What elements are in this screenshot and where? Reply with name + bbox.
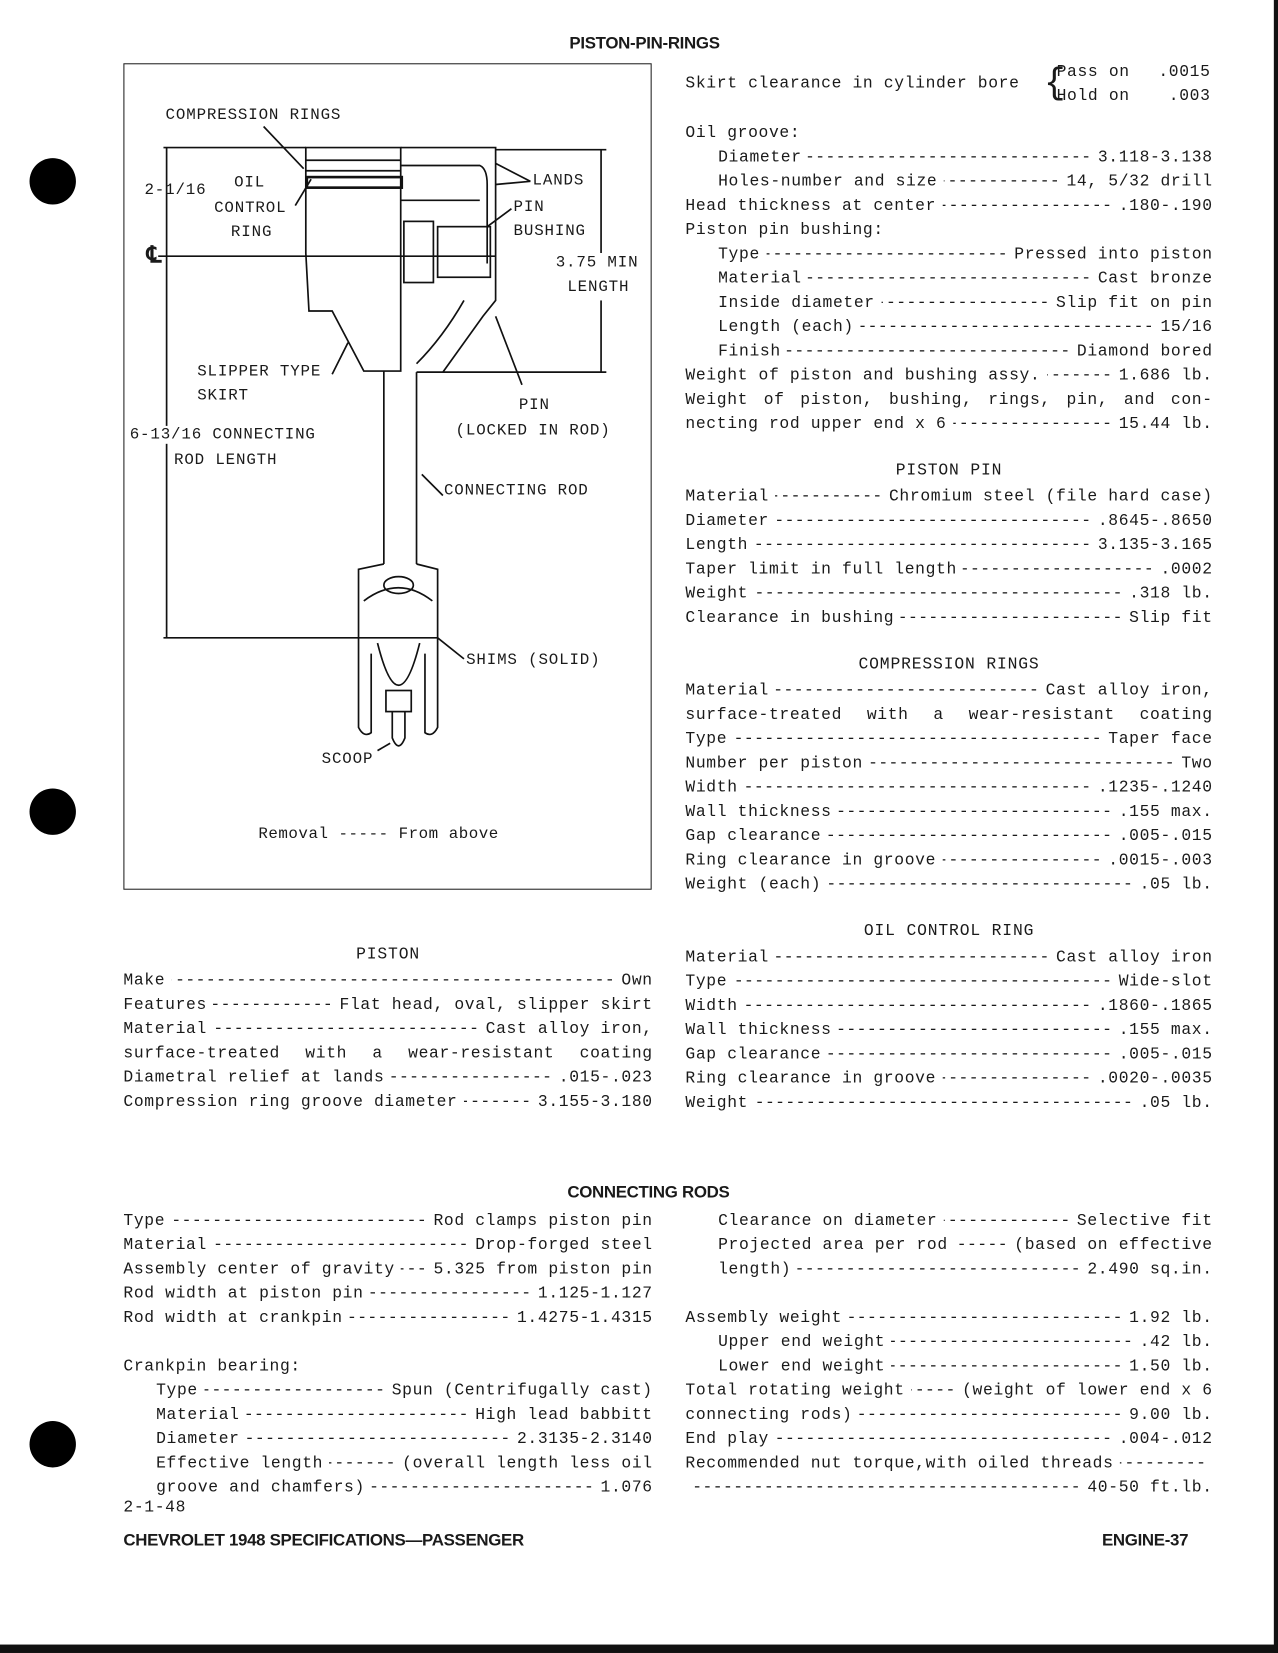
label-lands: LANDS	[532, 171, 585, 190]
label-connecting-rod: CONNECTING ROD	[443, 481, 589, 500]
spec-row	[685, 849, 1212, 873]
hold-on-value: .003	[1168, 86, 1211, 106]
spec-row	[685, 364, 1212, 388]
spec-row	[685, 533, 1212, 557]
spec-label: Holes-number and size	[718, 171, 938, 191]
label-locked-in-rod: (LOCKED IN ROD)	[455, 421, 611, 440]
spec-label: Material	[123, 1235, 207, 1255]
scan-edge	[0, 1645, 1278, 1653]
leader-dashes	[329, 1452, 395, 1476]
leader-dashes	[744, 776, 1092, 800]
leader-dashes	[942, 1067, 1091, 1091]
leader-dashes	[1120, 1452, 1207, 1476]
spec-row	[685, 800, 1212, 824]
spec-value: .005-.015	[1118, 826, 1213, 846]
spec-label: Material	[718, 268, 802, 288]
spec-value: Cast alloy iron,	[485, 1019, 653, 1039]
leader-dashes	[349, 1306, 511, 1330]
leader-dashes	[744, 994, 1092, 1018]
spec-label: Rod width at crankpin	[123, 1308, 343, 1328]
dimension-3-75-min: 3.75 MIN	[555, 254, 639, 272]
leader-dashes	[942, 849, 1102, 873]
leader-dashes	[798, 1258, 1082, 1282]
spec-value: .180-.190	[1118, 196, 1213, 216]
spec-row	[123, 1209, 652, 1233]
spec-row	[685, 412, 1212, 436]
spec-row	[685, 388, 1212, 412]
label-slipper-type: SLIPPER TYPE	[197, 362, 322, 381]
spec-value: 40-50 ft.lb.	[1087, 1477, 1213, 1497]
label-bushing: BUSHING	[513, 222, 586, 241]
leader-dashes	[953, 412, 1113, 436]
dimension-2-1-16: 2-1/16	[144, 181, 207, 200]
spec-value: Cast alloy iron,	[1045, 681, 1213, 700]
spec-value: Chromium steel (file hard case)	[888, 487, 1213, 507]
spec-row	[685, 1209, 1212, 1233]
leader-dashes	[881, 291, 1050, 315]
spec-row	[685, 194, 1212, 218]
spec-row	[685, 946, 1212, 970]
spec-row	[685, 1018, 1212, 1042]
hold-on-label: Hold on	[1056, 86, 1130, 106]
spec-row	[685, 606, 1212, 630]
spec-value: Two	[1181, 753, 1213, 773]
spec-row	[123, 1258, 652, 1282]
spec-label: Effective length	[156, 1453, 324, 1473]
spec-row	[685, 339, 1212, 363]
spec-row	[685, 1355, 1212, 1379]
pass-on-label: Pass on	[1056, 62, 1130, 82]
spec-value: 9.00 lb.	[1129, 1405, 1213, 1425]
section-title-connecting-rods: CONNECTING RODS	[567, 1183, 730, 1202]
page-title: PISTON-PIN-RINGS	[569, 34, 720, 53]
leader-dashes	[213, 1233, 469, 1257]
leader-dashes	[246, 1427, 511, 1451]
spec-value: .0020-.0035	[1097, 1068, 1213, 1088]
label-oil: OIL	[234, 173, 266, 192]
piston-detail-spec-list	[123, 969, 652, 1114]
spec-value: .0015-.003	[1108, 850, 1213, 870]
revision-date: 2-1-48	[123, 1498, 187, 1517]
connecting-rods-left-list	[123, 1209, 652, 1500]
spec-label: Inside diameter	[718, 293, 875, 313]
spec-row	[123, 1452, 652, 1476]
leader-dashes	[775, 1427, 1112, 1451]
spec-row	[685, 1258, 1212, 1282]
leader-dashes	[838, 800, 1112, 824]
spec-label: Make	[123, 970, 166, 990]
spec-label: Weight	[685, 1093, 749, 1113]
leader-dashes	[901, 606, 1123, 630]
spec-value: 3.118-3.138	[1097, 147, 1213, 167]
spec-label: Finish	[718, 341, 781, 361]
spec-value: 14, 5/32 drill	[1066, 171, 1213, 191]
spec-value: Flat head, oval, slipper skirt	[339, 995, 653, 1015]
spec-value: 1.4275-1.4315	[516, 1308, 653, 1328]
spec-value: 1.686 lb.	[1118, 365, 1213, 385]
spec-label: Type	[123, 1211, 166, 1231]
spec-value: .155 max.	[1118, 802, 1213, 822]
spec-label: Wall thickness	[685, 1020, 832, 1040]
spec-row	[685, 170, 1212, 194]
spec-row	[123, 1042, 652, 1066]
leader-dashes	[734, 727, 1102, 751]
spec-label: Type	[718, 244, 760, 264]
pass-on-value: .0015	[1158, 62, 1211, 82]
spec-label: Ring clearance in groove	[685, 1068, 937, 1088]
spec-row	[123, 1330, 652, 1354]
leader-dashes	[692, 1476, 1081, 1500]
spec-value: .1860-.1865	[1097, 996, 1213, 1016]
leader-dashes	[171, 1209, 427, 1233]
spec-value: .1235-.1240	[1097, 777, 1213, 797]
page-number: ENGINE-37	[1101, 1531, 1189, 1550]
spec-label: Type	[156, 1381, 198, 1400]
oil-control-ring-spec-list	[685, 946, 1212, 1116]
spec-value: 1.50 lb.	[1129, 1356, 1213, 1376]
spec-label: Wall thickness	[685, 802, 832, 822]
spec-row	[685, 509, 1212, 533]
centerline-symbol: ℄	[146, 243, 163, 270]
spec-label: Weight of piston and bushing assy.	[685, 365, 1041, 385]
spec-row	[685, 291, 1212, 315]
spec-row	[685, 679, 1212, 703]
section-title-piston: PISTON	[356, 944, 421, 964]
spec-row	[123, 1233, 652, 1257]
spec-value: (based on effective	[1014, 1235, 1213, 1255]
spec-label: Diameter	[685, 511, 769, 531]
spec-row	[123, 1379, 652, 1403]
spec-row	[685, 218, 1212, 242]
diagram-caption: Removal ----- From above	[258, 825, 499, 844]
spec-value: Rod clamps piston pin	[433, 1211, 653, 1231]
dimension-6-13-16: 6-13/16 CONNECTING	[129, 425, 316, 444]
leader-dashes	[766, 242, 1008, 266]
spec-value: Own	[621, 970, 653, 990]
spec-value: Pressed into piston	[1014, 244, 1213, 264]
spec-row	[685, 873, 1212, 897]
spec-value: 3.135-3.165	[1097, 535, 1213, 555]
spec-row	[685, 315, 1212, 339]
label-pin: PIN	[513, 198, 545, 217]
leader-dashes	[892, 1330, 1134, 1354]
spec-label: groove and chamfers)	[156, 1477, 365, 1497]
leader-dashes	[370, 1282, 532, 1306]
spec-value: 2.490 sq.in.	[1087, 1259, 1213, 1279]
section-title-oil-control-ring: OIL CONTROL RING	[863, 921, 1035, 941]
spec-label: length)	[718, 1259, 792, 1279]
leader-dashes	[954, 1233, 1008, 1257]
spec-label: necting rod upper end x 6	[685, 414, 947, 434]
spec-row	[685, 703, 1212, 727]
leader-dashes	[942, 194, 1112, 218]
spec-row	[123, 1090, 652, 1114]
leader-dashes	[860, 315, 1154, 339]
spec-label: Gap clearance	[685, 1044, 822, 1064]
brace-icon: {	[1043, 64, 1066, 105]
spec-label: Total rotating weight	[685, 1381, 905, 1400]
spec-label: Type	[685, 971, 728, 991]
spec-row	[685, 727, 1212, 751]
spec-row	[685, 1427, 1212, 1451]
leader-dashes	[775, 509, 1091, 533]
spec-label: Upper end weight	[718, 1332, 886, 1352]
leader-dashes	[911, 1379, 956, 1403]
spec-value: .004-.012	[1118, 1429, 1213, 1449]
label-skirt: SKIRT	[197, 386, 249, 405]
spec-value: .318 lb.	[1129, 584, 1213, 604]
spec-label: Ring clearance in groove	[685, 850, 937, 870]
spec-row	[685, 970, 1212, 994]
spec-value: 1.125-1.127	[537, 1284, 653, 1303]
footer-title: CHEVROLET 1948 SPECIFICATIONS—PASSENGER	[123, 1531, 524, 1550]
spec-label: Rod width at piston pin	[123, 1284, 364, 1303]
spec-label: Number per piston	[685, 753, 863, 773]
spec-value: .005-.015	[1118, 1044, 1213, 1064]
spec-label: Weight	[685, 584, 749, 604]
spec-row	[685, 1403, 1212, 1427]
label-control: CONTROL	[214, 199, 287, 218]
leader-dashes	[213, 993, 333, 1017]
spec-value: Wide-slot	[1118, 971, 1213, 991]
leader-dashes	[828, 873, 1134, 897]
spec-row	[685, 824, 1212, 848]
spec-label: Piston pin bushing:	[685, 220, 884, 240]
spec-label: Material	[123, 1019, 207, 1039]
leader-dashes	[787, 339, 1070, 363]
spec-label: Oil groove:	[685, 123, 801, 143]
section-title-compression-rings: COMPRESSION RINGS	[858, 654, 1040, 674]
spec-value: Diamond bored	[1076, 341, 1213, 361]
leader-dashes	[944, 1209, 1071, 1233]
spec-row	[685, 1330, 1212, 1354]
leader-dashes	[754, 1091, 1133, 1115]
leader-dashes	[401, 1258, 427, 1282]
spec-label: Crankpin bearing:	[123, 1356, 301, 1376]
spec-row	[123, 1066, 652, 1090]
leader-dashes	[869, 752, 1175, 776]
spec-value: 1.076	[600, 1477, 653, 1497]
spec-row	[685, 558, 1212, 582]
spec-row	[685, 1306, 1212, 1330]
spec-row	[123, 1427, 652, 1451]
spec-label: Taper limit in full length	[685, 559, 957, 579]
spec-row	[685, 1233, 1212, 1257]
connecting-rods-right-list	[685, 1209, 1212, 1500]
spec-label: Material	[685, 681, 769, 700]
spec-label: Assembly center of gravity	[123, 1259, 395, 1279]
spec-label: Features	[123, 995, 207, 1015]
spec-row	[685, 582, 1212, 606]
spec-value: Cast bronze	[1097, 268, 1213, 288]
spec-label: Gap clearance	[685, 826, 822, 846]
spec-label: Diameter	[718, 147, 802, 167]
spec-row	[123, 969, 652, 993]
leader-dashes	[734, 970, 1113, 994]
leader-dashes	[371, 1476, 594, 1500]
piston-spec-list	[685, 121, 1212, 436]
label-rod-length: ROD LENGTH	[173, 451, 278, 470]
spec-row	[685, 145, 1212, 169]
leader-dashes	[808, 145, 1092, 169]
spec-label: Recommended nut torque,with oiled threads	[685, 1453, 1114, 1473]
spec-value: 5.325 from piston pin	[433, 1259, 653, 1279]
spec-row	[685, 1476, 1212, 1500]
leader-dashes	[828, 824, 1113, 848]
label-ring: RING	[230, 223, 273, 242]
spec-row	[685, 1043, 1212, 1067]
leader-dashes	[775, 485, 882, 509]
spec-label: Diameter	[156, 1429, 240, 1449]
leader-dashes	[859, 1403, 1123, 1427]
leader-dashes	[1047, 364, 1113, 388]
spec-value: Selective fit	[1076, 1211, 1213, 1231]
label-scoop: SCOOP	[321, 750, 374, 769]
spec-label: Clearance on diameter	[718, 1211, 938, 1231]
spec-row	[685, 1452, 1212, 1476]
spec-value: .05 lb.	[1139, 1093, 1213, 1113]
leader-dashes	[204, 1379, 385, 1403]
leader-dashes	[944, 170, 1060, 194]
spec-label: Assembly weight	[685, 1308, 843, 1328]
spec-value: (weight of lower end x 6	[962, 1381, 1213, 1400]
leader-dashes	[754, 533, 1091, 557]
leader-dashes	[828, 1043, 1113, 1067]
leader-dashes	[391, 1066, 553, 1090]
spec-label: Type	[685, 729, 728, 749]
spec-value: Taper face	[1108, 729, 1213, 749]
leader-dashes	[464, 1090, 532, 1114]
leader-dashes	[963, 558, 1154, 582]
spec-row	[123, 1282, 652, 1306]
spec-row	[685, 242, 1212, 266]
spec-label: connecting rods)	[685, 1405, 853, 1425]
leader-dashes	[246, 1403, 469, 1427]
leader-dashes	[171, 969, 615, 993]
compression-rings-spec-list	[685, 679, 1212, 897]
label-pin-locked: PIN	[518, 396, 550, 415]
spec-value: Slip fit on pin	[1056, 293, 1213, 313]
spec-label: Width	[685, 996, 738, 1016]
leader-dashes	[892, 1355, 1123, 1379]
spec-row	[123, 993, 652, 1017]
spec-value: .8645-.8650	[1097, 511, 1213, 531]
spec-row	[685, 1379, 1212, 1403]
spec-value: (overall length less oil	[402, 1453, 653, 1473]
spec-label: Diametral relief at lands	[123, 1067, 385, 1087]
spec-row	[123, 1017, 652, 1041]
spec-label: Lower end weight	[718, 1356, 886, 1376]
spec-value: 1.92 lb.	[1129, 1308, 1213, 1328]
spec-label: surface-treated with a wear-resistant coating	[123, 1043, 653, 1063]
spec-row	[685, 776, 1212, 800]
spec-value: .05 lb.	[1139, 874, 1213, 894]
spec-value: 3.155-3.180	[537, 1092, 653, 1112]
label-compression-rings: COMPRESSION RINGS	[165, 106, 342, 125]
spec-value: 15/16	[1160, 317, 1213, 337]
spec-label: Weight of piston, bushing, rings, pin, and con-	[685, 390, 1213, 410]
spec-label: Clearance in bushing	[685, 608, 895, 628]
spec-value: Spun (Centrifugally cast)	[391, 1381, 653, 1400]
spec-value: .0002	[1160, 559, 1213, 579]
spec-value: Slip fit	[1129, 608, 1213, 628]
spec-label: Material	[685, 947, 769, 967]
spec-row	[685, 485, 1212, 509]
spec-value: .015-.023	[558, 1067, 653, 1087]
spec-row	[685, 121, 1212, 145]
spec-row	[123, 1306, 652, 1330]
piston-pin-spec-list	[685, 485, 1212, 630]
spec-label: End play	[685, 1429, 769, 1449]
section-title-piston-pin: PISTON PIN	[895, 460, 1003, 480]
skirt-clearance	[685, 62, 1212, 110]
spec-row	[123, 1355, 652, 1379]
spec-value: .42 lb.	[1139, 1332, 1213, 1352]
spec-label: Length (each)	[718, 317, 854, 337]
spec-label: Projected area per rod	[718, 1235, 948, 1255]
spec-label: Length	[685, 535, 749, 555]
label-shims: SHIMS (SOLID)	[466, 651, 601, 670]
spec-row	[123, 1403, 652, 1427]
spec-label: Material	[685, 487, 769, 507]
spec-label: Weight (each)	[685, 874, 822, 894]
spec-row	[685, 994, 1212, 1018]
leader-dashes	[213, 1017, 479, 1041]
spec-row	[685, 267, 1212, 291]
spec-label: surface-treated with a wear-resistant coating	[685, 705, 1213, 725]
spec-row	[685, 752, 1212, 776]
punch-hole	[30, 1421, 76, 1467]
label-length: LENGTH	[567, 278, 630, 297]
spec-row	[685, 1091, 1212, 1115]
spec-label: Compression ring groove diameter	[123, 1092, 458, 1112]
leader-dashes	[808, 267, 1092, 291]
spec-value: High lead babbitt	[475, 1405, 653, 1425]
spec-value: Drop-forged steel	[475, 1235, 653, 1255]
spec-label: Width	[685, 777, 738, 797]
spec-value: 2.3135-2.3140	[516, 1429, 653, 1449]
spec-value: Cast alloy iron	[1056, 947, 1213, 967]
spec-value: .155 max.	[1118, 1020, 1213, 1040]
spec-row	[685, 1282, 1212, 1306]
spec-value: 15.44 lb.	[1118, 414, 1213, 434]
leader-dashes	[775, 679, 1039, 703]
leader-dashes	[848, 1306, 1122, 1330]
spec-label: Head thickness at center	[685, 196, 937, 216]
leader-dashes	[754, 582, 1122, 606]
spec-row	[685, 1067, 1212, 1091]
spec-label: Material	[156, 1405, 240, 1425]
spec-row	[123, 1476, 652, 1500]
skirt-clearance-label: Skirt clearance in cylinder bore	[685, 73, 1020, 93]
leader-dashes	[775, 946, 1049, 970]
leader-dashes	[838, 1018, 1112, 1042]
